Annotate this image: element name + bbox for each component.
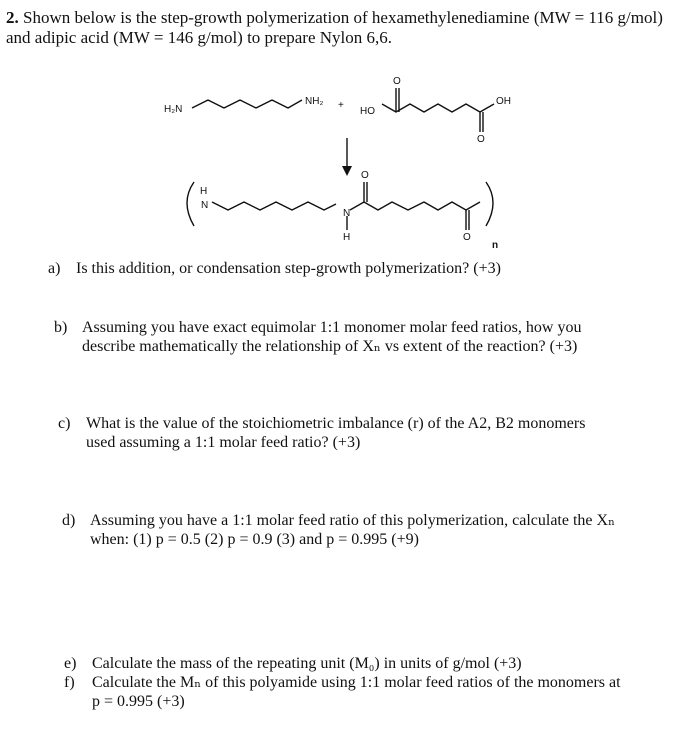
question-e-label: e): [64, 655, 77, 672]
question-c: [58, 414, 585, 452]
question-c-line2: used assuming a 1:1 molar feed ratio? (+3): [86, 434, 361, 451]
question-f-line2: p = 0.995 (+3): [92, 693, 185, 710]
question-b-line1: Assuming you have exact equimolar 1:1 monomer molar feed ratios, how you: [82, 319, 582, 336]
polymer-mid-n: N: [343, 208, 351, 219]
question-b: [54, 318, 581, 356]
question-d-label: d): [62, 512, 76, 529]
polymer-mid-h: H: [343, 232, 351, 243]
polymer-right-bracket: [486, 182, 493, 226]
acid-right-label: OH: [496, 96, 511, 107]
question-a-label: a): [48, 260, 61, 277]
reaction-scheme: [150, 70, 530, 260]
bottom-carbonyl-oxygen: O: [477, 134, 485, 145]
question-a: [48, 259, 501, 278]
question-e: [64, 654, 522, 673]
diamine-right-label: NH₂: [305, 96, 324, 107]
question-f-line1: Calculate the Mₙ of this polyamide using 1:1 molar feed ratios of the monomers at: [92, 674, 621, 691]
problem-number: 2.: [6, 8, 19, 27]
repeat-unit-n: n: [492, 240, 499, 251]
polymer-left-bracket: [187, 182, 194, 226]
problem-statement: [6, 8, 666, 48]
diamine-chain: [192, 100, 302, 108]
question-c-label: c): [58, 415, 71, 432]
question-f: [64, 673, 621, 711]
polymer-carbonyl-o-bottom: O: [463, 232, 471, 243]
question-d: [62, 511, 615, 549]
question-a-text: Is this addition, or condensation step-growth polymerization? (+3): [76, 260, 501, 277]
question-d-line1: Assuming you have a 1:1 molar feed ratio of this polymerization, calculate the Xₙ: [90, 512, 615, 529]
question-c-line1: What is the value of the stoichiometric imbalance (r) of the A2, B2 monomers: [86, 415, 586, 432]
problem-intro: Shown below is the step-growth polymerization of hexamethylenediamine (MW = 116 g/mol) and adipic acid (MW = 146 g/mol) to prepare Nylon 6,6.: [6, 8, 663, 47]
acid-left-label: HO: [360, 106, 375, 117]
plus-sign: +: [338, 100, 344, 111]
question-f-label: f): [64, 674, 75, 691]
polymer-left-h: H: [200, 186, 208, 197]
polymer-chain-hexamethylene: [212, 202, 336, 210]
diamine-left-label: H₂N: [164, 104, 183, 115]
question-b-line2: describe mathematically the relationship of Xₙ vs extent of the reaction? (+3): [82, 338, 578, 355]
polymer-carbonyl-o-top: O: [361, 170, 369, 181]
question-b-label: b): [54, 319, 68, 336]
question-e-text: Calculate the mass of the repeating unit (M₀) in units of g/mol (+3): [92, 655, 522, 672]
top-carbonyl-oxygen: O: [393, 76, 401, 87]
polymer-left-n: N: [201, 200, 209, 211]
question-d-line2: when: (1) p = 0.5 (2) p = 0.9 (3) and p = 0.995 (+9): [90, 531, 419, 548]
